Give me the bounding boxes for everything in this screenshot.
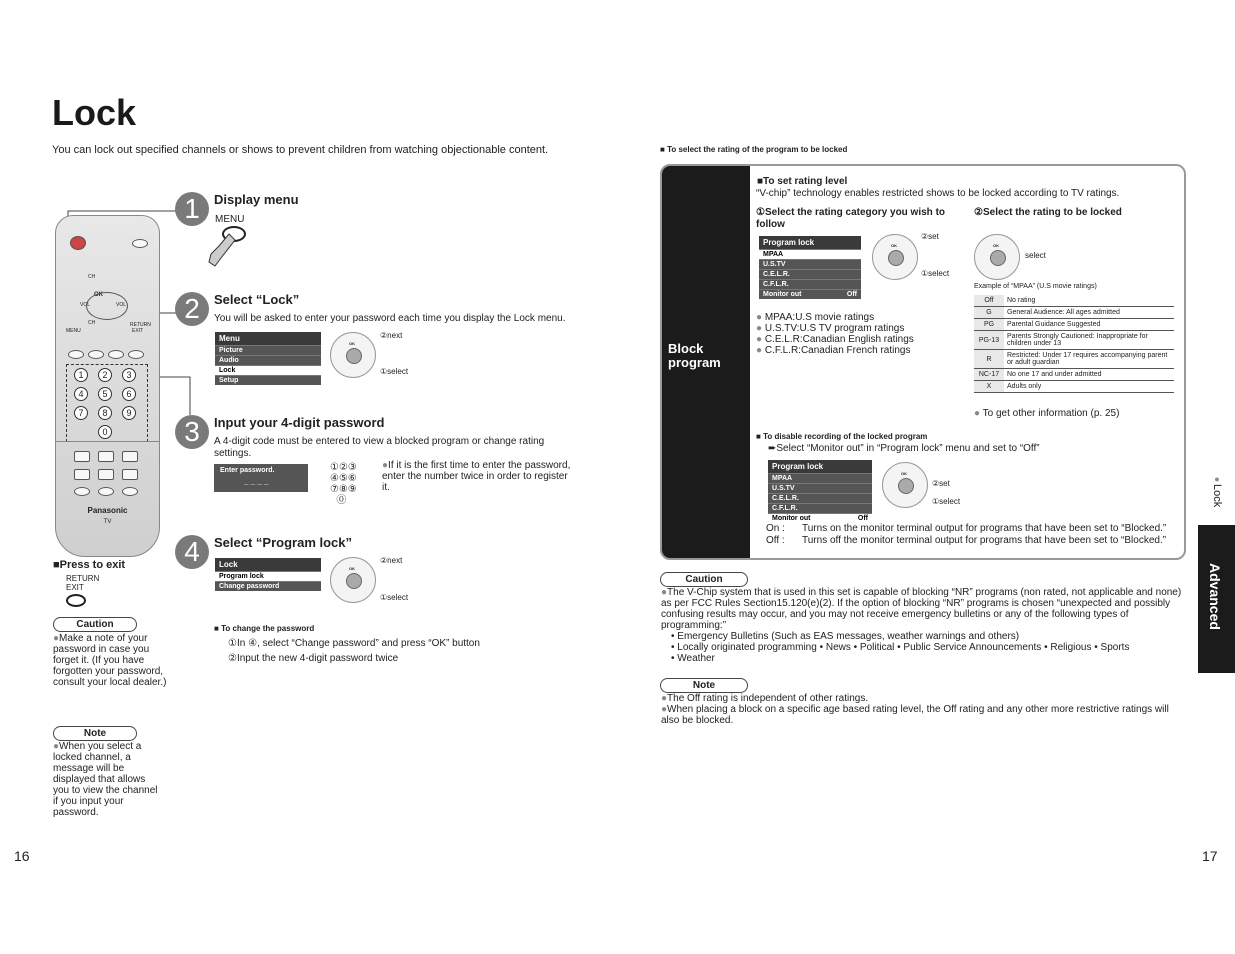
table-row: R Restricted: Under 17 requires accompanying parent or adult guardian [974, 350, 1174, 369]
page-number-left: 16 [14, 848, 30, 864]
remote-button[interactable] [122, 451, 138, 462]
step-1-title: Display menu [214, 192, 299, 207]
brand-sub: TV [103, 519, 112, 525]
table-row: G General Audience: All ages admitted [974, 307, 1174, 319]
note-right-label: Note [660, 678, 748, 693]
set-rating-desc: “V-chip” technology enables restricted shows to be locked according to TV ratings. [756, 188, 1120, 199]
remote-button[interactable] [98, 487, 114, 496]
step-4-number: 4 [175, 535, 209, 569]
off-text: Turns off the monitor terminal output for programs that have been set to “Blocked.” [802, 535, 1167, 546]
return-exit-button[interactable] [66, 594, 86, 607]
select-callout: ①select [932, 497, 961, 506]
change-password-title: ■ To change the password [214, 624, 315, 633]
monitor-out-screen: Program lock MPAA U.S.TV C.E.L.R. C.F.L.R. Monitor out Off [768, 460, 872, 523]
block-program-panel [660, 164, 1186, 560]
return-exit-label: RETURN EXIT [66, 574, 100, 592]
note-right-text: ●The Off rating is independent of other ratings. ●When placing a block on a specific age based rating level, the Off rating and any other more restrictive ratings will also be blocked. [661, 693, 1169, 726]
remote-button[interactable] [122, 469, 138, 480]
vol-right-label: VOL [116, 302, 127, 308]
digit-1[interactable]: 1 [74, 368, 88, 382]
divider [56, 441, 159, 442]
set-callout: ②set [921, 232, 939, 241]
step-3-title: Input your 4-digit password [214, 415, 385, 430]
remote-button[interactable] [98, 469, 114, 480]
rating-bullets: ● MPAA:U.S movie ratings ● U.S.TV:U.S TV program ratings ● C.E.L.R:Canadian English ratings ● C.F.L.R:Canadian French ratings [756, 312, 914, 356]
step-3-note: ●If it is the first time to enter the password, enter the number twice in order to register it. [382, 460, 571, 493]
menu-item-audio[interactable]: Audio [215, 355, 321, 365]
disable-title: ■ To disable recording of the locked program [756, 432, 928, 441]
caution-right-label: Caution [660, 572, 748, 587]
brand-logo: Panasonic [87, 506, 128, 515]
menu-label: MENU [66, 328, 81, 334]
menu-item-ustv[interactable]: U.S.TV [759, 259, 861, 269]
vol-left-label: VOL [80, 302, 91, 308]
cursor-pad[interactable]: OK [330, 332, 376, 378]
step-4-title: Select “Program lock” [214, 535, 352, 550]
menu-item-picture[interactable]: Picture [215, 345, 321, 355]
caution-right-text: ●The V-Chip system that is used in this set is capable of blocking “NR” programs (non rated, not applicable and none) as per FCC Rules Section15.120(e)(2). If the option of blocking “NR” programs is chosen “unexpected and possibly confusing results may occur, and you may not receive emergency bulletins or any of the following types of programming:” • Emergency Bulletins (Such as EAS messages, weather warnings and others) • Locally originated programming • News • Political • Public Service Announcements • Religious • Sports • Weather [661, 587, 1182, 664]
step-2-title: Select “Lock” [214, 292, 300, 307]
table-row: Off No rating [974, 295, 1174, 307]
select-callout: ①select [921, 269, 950, 278]
page-title: Lock [52, 92, 137, 133]
digit-6[interactable]: 6 [122, 387, 136, 401]
digit-4[interactable]: 4 [74, 387, 88, 401]
on-text: Turns on the monitor terminal output for programs that have been set to “Blocked.” [802, 523, 1167, 534]
caution-left-label: Caution [53, 617, 137, 632]
other-info: ● To get other information (p. 25) [974, 408, 1120, 419]
menu-item-monitor-out[interactable]: Monitor out Off [768, 513, 872, 523]
program-lock-screen [759, 236, 861, 299]
advanced-tab[interactable]: Advanced [1198, 525, 1235, 673]
digit-8[interactable]: 8 [98, 406, 112, 420]
off-label: Off : [766, 535, 785, 546]
disable-instruction: ➨Select “Monitor out” in “Program lock” menu and set to “Off” [768, 443, 1040, 454]
digit-5[interactable]: 5 [98, 387, 112, 401]
step-3-desc: A 4-digit code must be entered to view a blocked program or change rating settings. [214, 436, 545, 459]
set-callout: ②set [932, 479, 950, 488]
select-callout-2: select [1025, 251, 1046, 260]
table-row: NC-17 No one 17 and under admitted [974, 369, 1174, 381]
caution-left-text: ●Make a note of your password in case you forget it. (If you have forgotten your password, consult your local dealer.) [53, 633, 167, 688]
table-row: PG-13 Parents Strongly Cautioned: Inappropriate for children under 13 [974, 331, 1174, 350]
ch-down-label: CH [88, 320, 96, 326]
remote-button[interactable] [98, 451, 114, 462]
remote-button[interactable] [132, 239, 148, 248]
remote-button[interactable] [74, 487, 90, 496]
press-to-exit-title: ■Press to exit [53, 559, 126, 571]
lock-header: Lock [215, 558, 321, 571]
menu-button-label: MENU [215, 214, 245, 225]
menu-item-mpaa[interactable]: MPAA [759, 249, 861, 259]
lock-screen [215, 558, 321, 591]
ch-up-label: CH [88, 274, 96, 280]
select-callout: ①select [380, 367, 409, 376]
digit-3[interactable]: 3 [122, 368, 136, 382]
password-value: _ _ _ _ [244, 477, 269, 486]
cursor-pad[interactable]: OK [882, 462, 928, 508]
remote-button[interactable] [88, 350, 104, 359]
remote-control [55, 215, 160, 557]
digit-2[interactable]: 2 [98, 368, 112, 382]
remote-button[interactable] [68, 350, 84, 359]
change-password-step-2: ②Input the new 4-digit password twice [228, 653, 399, 664]
menu-item-change-password[interactable]: Change password [215, 581, 321, 591]
next-callout: ②next [380, 556, 403, 565]
ok-label: OK [94, 292, 103, 298]
remote-button[interactable] [128, 350, 144, 359]
digit-9[interactable]: 9 [122, 406, 136, 420]
power-button[interactable] [70, 236, 86, 250]
mpaa-ratings-table [974, 295, 1174, 393]
page-number-right: 17 [1202, 848, 1218, 864]
menu-item-celr[interactable]: C.E.L.R. [759, 269, 861, 279]
remote-button[interactable] [74, 469, 90, 480]
menu-item-cflr[interactable]: C.F.L.R. [759, 279, 861, 289]
password-label: Enter password. [220, 467, 275, 474]
menu-screen [215, 332, 321, 385]
digit-7[interactable]: 7 [74, 406, 88, 420]
menu-item-monitor-out[interactable]: Monitor out Off [759, 289, 861, 299]
step-2-desc: You will be asked to enter your password each time you display the Lock menu. [214, 313, 566, 324]
lock-side-label: ● Lock [1211, 474, 1223, 508]
select-callout: ①select [380, 593, 409, 602]
ok-button[interactable] [86, 292, 128, 320]
cursor-pad[interactable]: OK [330, 557, 376, 603]
step-3-number: 3 [175, 415, 209, 449]
block-program-label: Block program [668, 341, 721, 370]
remote-button[interactable] [108, 350, 124, 359]
exit-label: EXIT [132, 328, 144, 334]
table-row: X Adults only [974, 381, 1174, 393]
menu-item-setup[interactable]: Setup [215, 375, 321, 385]
menu-header: Menu [215, 332, 321, 345]
menu-item-program-lock[interactable]: Program lock [215, 571, 321, 581]
note-left-label: Note [53, 726, 137, 741]
menu-item-lock[interactable]: Lock [215, 365, 321, 375]
remote-button[interactable] [122, 487, 138, 496]
password-screen [214, 464, 308, 492]
remote-button[interactable] [74, 451, 90, 462]
set-rating-title: ■To set rating level [757, 176, 848, 187]
cursor-pad[interactable]: OK [872, 234, 918, 280]
on-label: On : [766, 523, 785, 534]
return-label: RETURN [130, 322, 151, 328]
block-program-bar [662, 166, 750, 558]
step-1-number: 1 [175, 192, 209, 226]
table-row: PG Parental Guidance Suggested [974, 319, 1174, 331]
change-password-step-1: ①In ④, select “Change password” and press “OK” button [228, 638, 480, 649]
intro-text: You can lock out specified channels or shows to prevent children from watching objectionable content. [52, 144, 549, 156]
cursor-pad[interactable]: OK [974, 234, 1020, 280]
rating-lock-heading: ②Select the rating to be locked [974, 207, 1122, 218]
rating-category-heading: ①Select the rating category you wish to follow [756, 207, 946, 230]
hand-pointer-icon [205, 232, 239, 270]
step-2-number: 2 [175, 292, 209, 326]
mpaa-example-caption: Example of “MPAA” (U.S movie ratings) [974, 283, 1097, 290]
note-left-text: ●When you select a locked channel, a message will be displayed that allows you to view the channel if you input your password. [53, 741, 158, 818]
program-lock-header: Program lock [759, 236, 861, 249]
next-callout: ②next [380, 331, 403, 340]
right-heading: ■ To select the rating of the program to be locked [660, 145, 848, 154]
digit-0[interactable]: 0 [98, 425, 112, 439]
digit-keys-icon: ①②③ ④⑤⑥ ⑦⑧⑨ ⓪ [330, 462, 357, 506]
